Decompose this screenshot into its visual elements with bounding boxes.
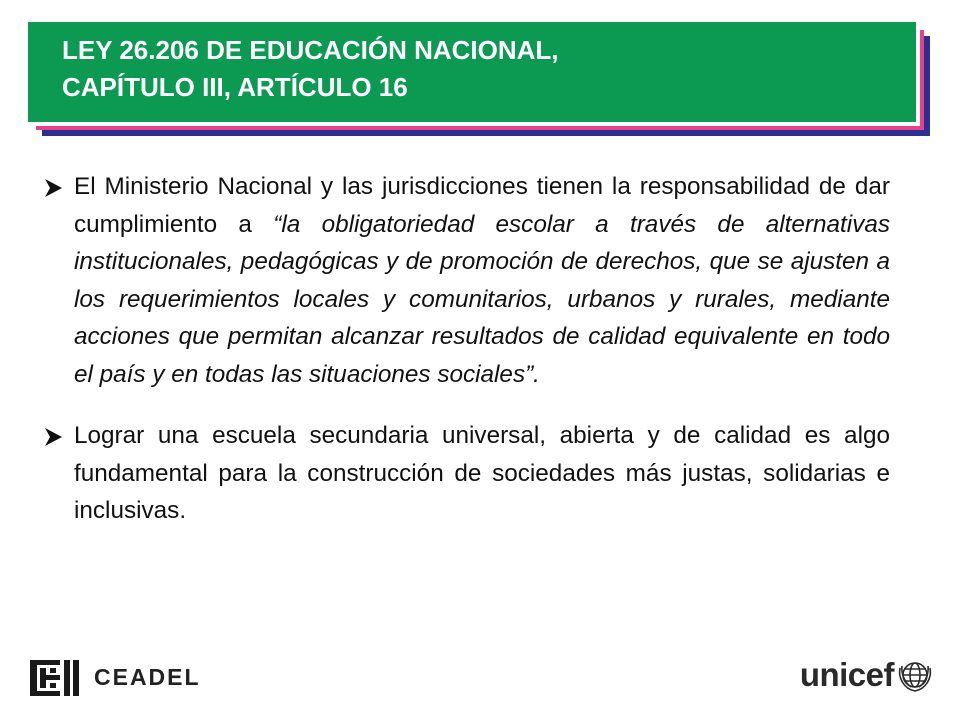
bullet-item-2	[44, 417, 890, 530]
ceadel-logo-icon	[28, 654, 82, 700]
slide-title-line-2: CAPÍTULO III, ARTÍCULO 16	[62, 72, 408, 102]
bullet-1-quote: “la obligatoriedad escolar a través de alternativas institucionales, pedagógicas y de promoción de derechos, que se ajusten a los requerimientos locales y comunitarios, urbanos y rurales, mediante acciones que permitan alcanzar resultados de calidad equivalente en todo el país y en todas las situaciones sociales”.	[74, 210, 891, 388]
arrowhead-bullet-icon	[44, 427, 64, 447]
arrowhead-bullet-icon	[44, 178, 64, 198]
bullet-item-1	[44, 168, 890, 393]
unicef-logo	[800, 652, 934, 698]
ceadel-logo	[28, 654, 201, 700]
slide-body	[44, 168, 890, 530]
title-banner	[28, 22, 916, 122]
slide-title	[62, 32, 896, 106]
unicef-logo-text: unicef	[799, 656, 894, 693]
slide-title-line-1: LEY 26.206 DE EDUCACIÓN NACIONAL,	[62, 35, 559, 65]
bullet-text-1	[74, 168, 890, 393]
bullet-text-2: Lograr una escuela secundaria universal, abierta y de calidad es algo fundamental para la construcción de sociedades más justas, solidarias e inclusivas.	[74, 422, 890, 524]
un-globe-icon	[896, 656, 934, 694]
banner-face	[28, 22, 916, 122]
bullet-1-intro: El Ministerio Nacional y las jurisdicciones tienen la responsabilidad de dar cumplimiento a	[74, 173, 890, 238]
ceadel-logo-text: CEADEL	[94, 663, 201, 690]
